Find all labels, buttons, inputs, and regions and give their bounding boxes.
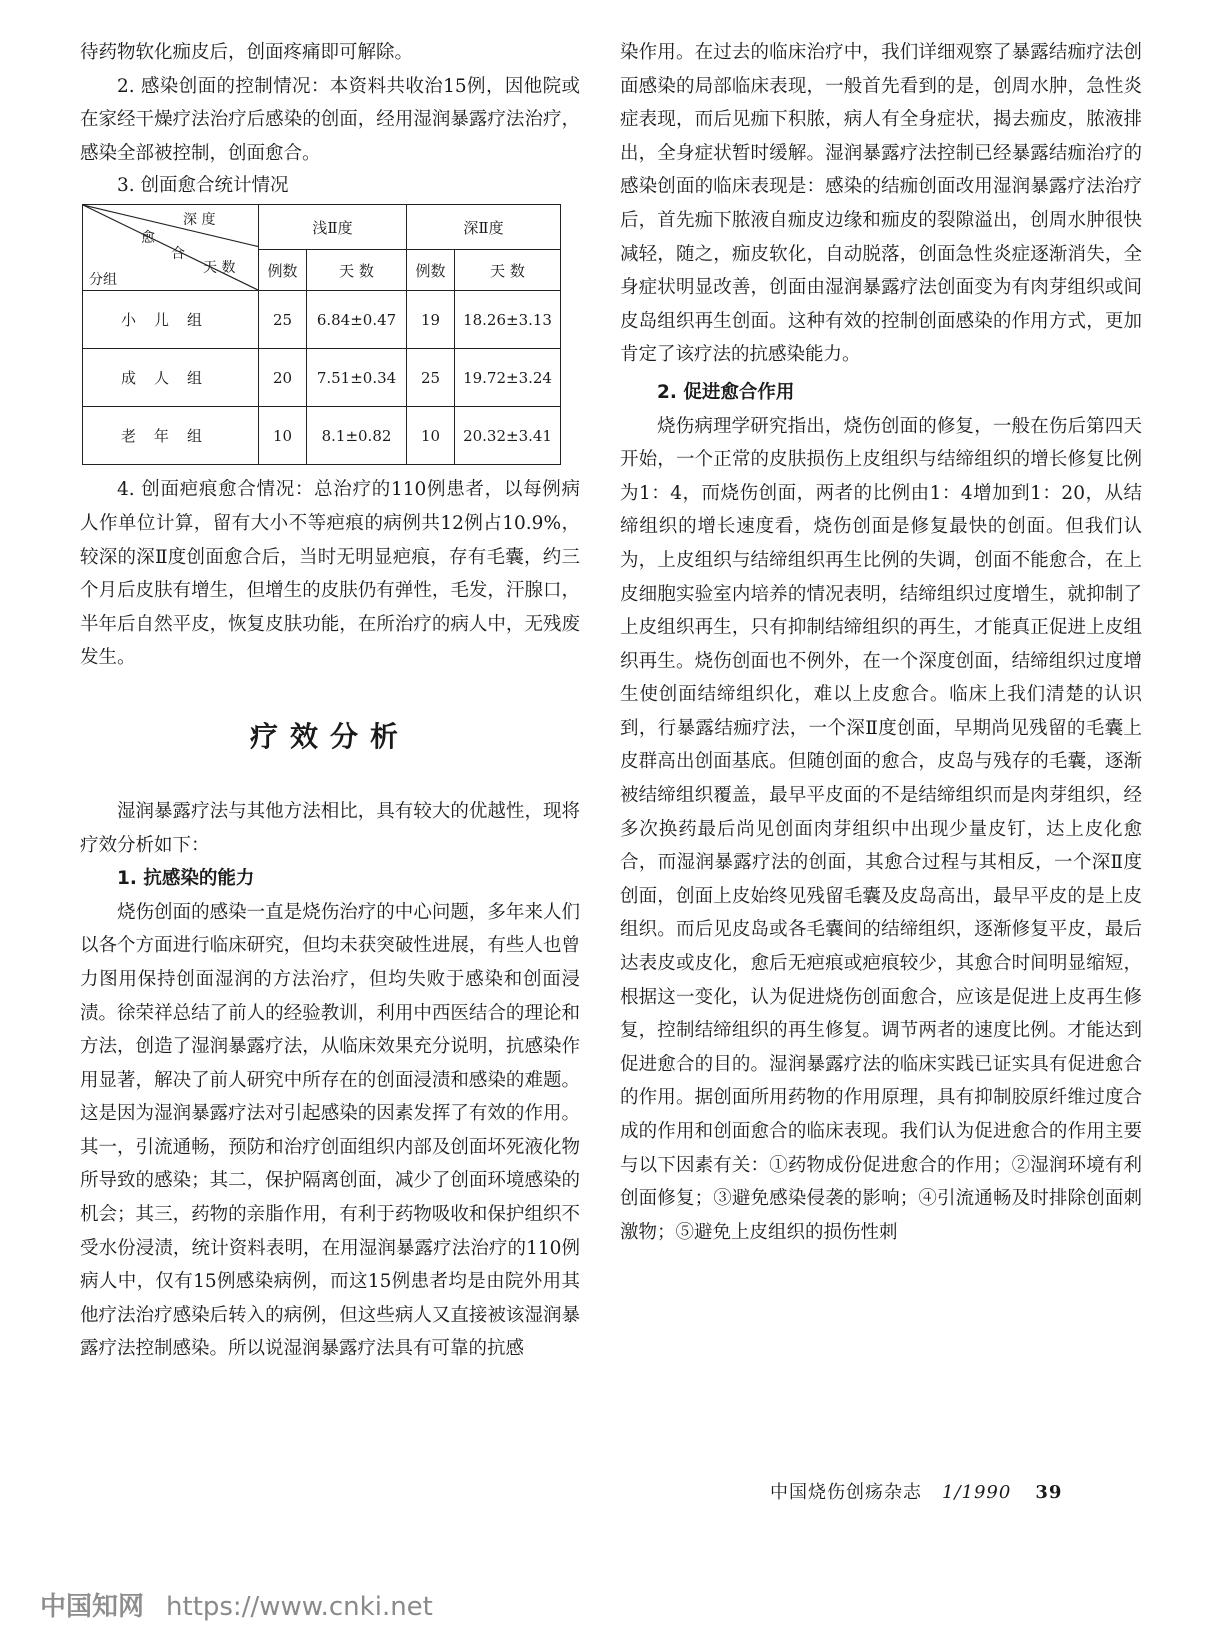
- cell-shallow-cases: 20: [259, 349, 307, 407]
- cell-deep-days: 20.32±3.41: [455, 407, 561, 465]
- page-footer: [770, 1478, 1062, 1504]
- corner-label-group: 分组: [89, 272, 117, 289]
- cell-deep-cases: 25: [407, 349, 455, 407]
- group-cell: 成人组: [83, 349, 259, 407]
- watermark-url: https://www.cnki.net: [166, 1592, 433, 1622]
- corner-label-depth: 深 度: [183, 212, 216, 229]
- table-row: [83, 291, 561, 349]
- subheader-days: 天 数: [455, 250, 561, 291]
- paragraph: 湿润暴露疗法与其他方法相比，具有较大的优越性，现将疗效分析如下：: [80, 800, 580, 856]
- healing-stats-table: [82, 204, 561, 465]
- group-cell: 小儿组: [83, 291, 259, 349]
- cell-deep-days: 19.72±3.24: [455, 349, 561, 407]
- table-row: [83, 407, 561, 465]
- table-corner-cell: [83, 205, 259, 291]
- paragraph: 4. 创面疤痕愈合情况：总治疗的110例患者，以每例病人作单位计算，留有大小不等疤痕的病例共12例占10.9%，较深的深Ⅱ度创面愈合后，当时无明显疤痕，存有毛囊，约三个月后皮肤有增生，但增生的皮肤仍有弹性，毛发，汗腺口，半年后自然平皮，恢复皮肤功能，在所治疗的病人中，无残废发生。: [80, 479, 580, 669]
- paragraph: 2. 感染创面的控制情况：本资料共收治15例，因他院或在家经干燥疗法治疗后感染的创面，经用湿润暴露疗法治疗，感染全部被控制，创面愈合。: [80, 75, 580, 164]
- corner-label-heal: 愈: [141, 230, 155, 247]
- paragraph: 待药物软化痂皮后，创面疼痛即可解除。: [80, 42, 414, 63]
- cell-shallow-cases: 25: [259, 291, 307, 349]
- group-cell: 老年组: [83, 407, 259, 465]
- subsection-heading: 1. 抗感染的能力: [117, 868, 255, 890]
- left-column: [80, 36, 580, 1366]
- section-heading: 疗效分析: [249, 719, 410, 753]
- journal-name: 中国烧伤创疡杂志: [770, 1482, 922, 1503]
- cell-deep-cases: 19: [407, 291, 455, 349]
- subsection-heading: 2. 促进愈合作用: [657, 381, 795, 403]
- page-number: 39: [1035, 1482, 1063, 1503]
- issue-number: 1/1990: [942, 1482, 1012, 1503]
- cell-shallow-days: 7.51±0.34: [307, 349, 407, 407]
- cell-shallow-cases: 10: [259, 407, 307, 465]
- cell-shallow-days: 6.84±0.47: [307, 291, 407, 349]
- corner-label-he: 合: [171, 246, 185, 263]
- table-caption: 3. 创面愈合统计情况: [117, 175, 289, 197]
- subheader-cases: 例数: [259, 250, 307, 291]
- subheader-cases: 例数: [407, 250, 455, 291]
- corner-label-days: 天 数: [203, 260, 236, 277]
- right-column: [620, 36, 1142, 1249]
- table-row: [83, 349, 561, 407]
- paragraph: 染作用。在过去的临床治疗中，我们详细观察了暴露结痂疗法创面感染的局部临床表现，一般首先看到的是，创周水肿，急性炎症表现，而后见痂下积脓，病人有全身症状，揭去痂皮，脓液排出，全身症状暂时缓解。湿润暴露疗法控制已经暴露结痂治疗的感染创面的临床表现是：感染的结痂创面改用湿润暴露疗法治疗后，首先痂下脓液自痂皮边缘和痂皮的裂隙溢出，创周水肿很快减轻，随之，痂皮软化，自动脱落，创面急性炎症逐渐消失，全身症状明显改善，创面由湿润暴露疗法创面变为有肉芽组织或间皮岛组织再生创面。这种有效的控制创面感染的作用方式，更加肯定了该疗法的抗感染能力。: [620, 42, 1142, 366]
- col-header-deep: 深Ⅱ度: [407, 205, 561, 250]
- cell-shallow-days: 8.1±0.82: [307, 407, 407, 465]
- cell-deep-cases: 10: [407, 407, 455, 465]
- cnki-watermark: [40, 1586, 433, 1623]
- subheader-days: 天 数: [307, 250, 407, 291]
- cell-deep-days: 18.26±3.13: [455, 291, 561, 349]
- watermark-text: 中国知网: [40, 1592, 145, 1622]
- paragraph: 烧伤病理学研究指出，烧伤创面的修复，一般在伤后第四天开始，一个正常的皮肤损伤上皮组织与结缔组织的增长修复比例为1：4，而烧伤创面，两者的比例由1：4增加到1：20，从结缔组织的增长速度看，烧伤创面是修复最快的创面。但我们认为，上皮组织与结缔组织再生比例的失调，创面不能愈合，在上皮细胞实验室内培养的情况表明，结缔组织过度增生，就抑制了上皮组织再生，只有抑制结缔组织的再生，才能真正促进上皮组织再生。烧伤创面也不例外，在一个深度创面，结缔组织过度增生使创面结缔组织化，难以上皮愈合。临床上我们清楚的认识到，行暴露结痂疗法，一个深Ⅱ度创面，早期尚见残留的毛囊上皮群高出创面基底。但随创面的愈合，皮岛与残存的毛囊，逐渐被结缔组织覆盖，最早平皮面的不是结缔组织而是肉芽组织，经多次换药最后尚见创面肉芽组织中出现少量皮钉，达上皮化愈合，而湿润暴露疗法的创面，其愈合过程与其相反，一个深Ⅱ度创面，创面上皮始终见残留毛囊及皮岛高出，最早平皮的是上皮组织。而后见皮岛或各毛囊间的结缔组织，逐渐修复平皮，最后达表皮或皮化，愈后无疤痕或疤痕较少，其愈合时间明显缩短，根据这一变化，认为促进烧伤创面愈合，应该是促进上皮再生修复，控制结缔组织的再生修复。调节两者的速度比例。才能达到促进愈合的目的。湿润暴露疗法的临床实践已证实具有促进愈合的作用。据创面所用药物的作用原理，具有抑制胶原纤维过度合成的作用和创面愈合的临床表现。我们认为促进愈合的作用主要与以下因素有关：①药物成份促进愈合的作用；②湿润环境有利创面修复；③避免感染侵袭的影响；④引流通畅及时排除创面刺激物；⑤避免上皮组织的损伤性刺: [620, 415, 1142, 1243]
- paragraph: 烧伤创面的感染一直是烧伤治疗的中心问题，多年来人们以各个方面进行临床研究，但均未获突破性进展，有些人也曾力图用保持创面湿润的方法治疗，但均失败于感染和创面浸渍。徐荣祥总结了前人的经验教训，利用中西医结合的理论和方法，创造了湿润暴露疗法，从临床效果充分说明，抗感染作用显著，解决了前人研究中所存在的创面浸渍和感染的难题。这是因为湿润暴露疗法对引起感染的因素发挥了有效的作用。其一，引流通畅，预防和治疗创面组织内部及创面坏死液化物所导致的感染；其二，保护隔离创面，减少了创面环境感染的机会；其三，药物的亲脂作用，有利于药物吸收和保护组织不受水份浸渍，统计资料表明，在用湿润暴露疗法治疗的110例病人中，仅有15例感染病例，而这15例患者均是由院外用其他疗法治疗感染后转入的病例，但这些病人又直接被该湿润暴露疗法控制感染。所以说湿润暴露疗法具有可靠的抗感: [80, 901, 580, 1360]
- col-header-shallow: 浅Ⅱ度: [259, 205, 407, 250]
